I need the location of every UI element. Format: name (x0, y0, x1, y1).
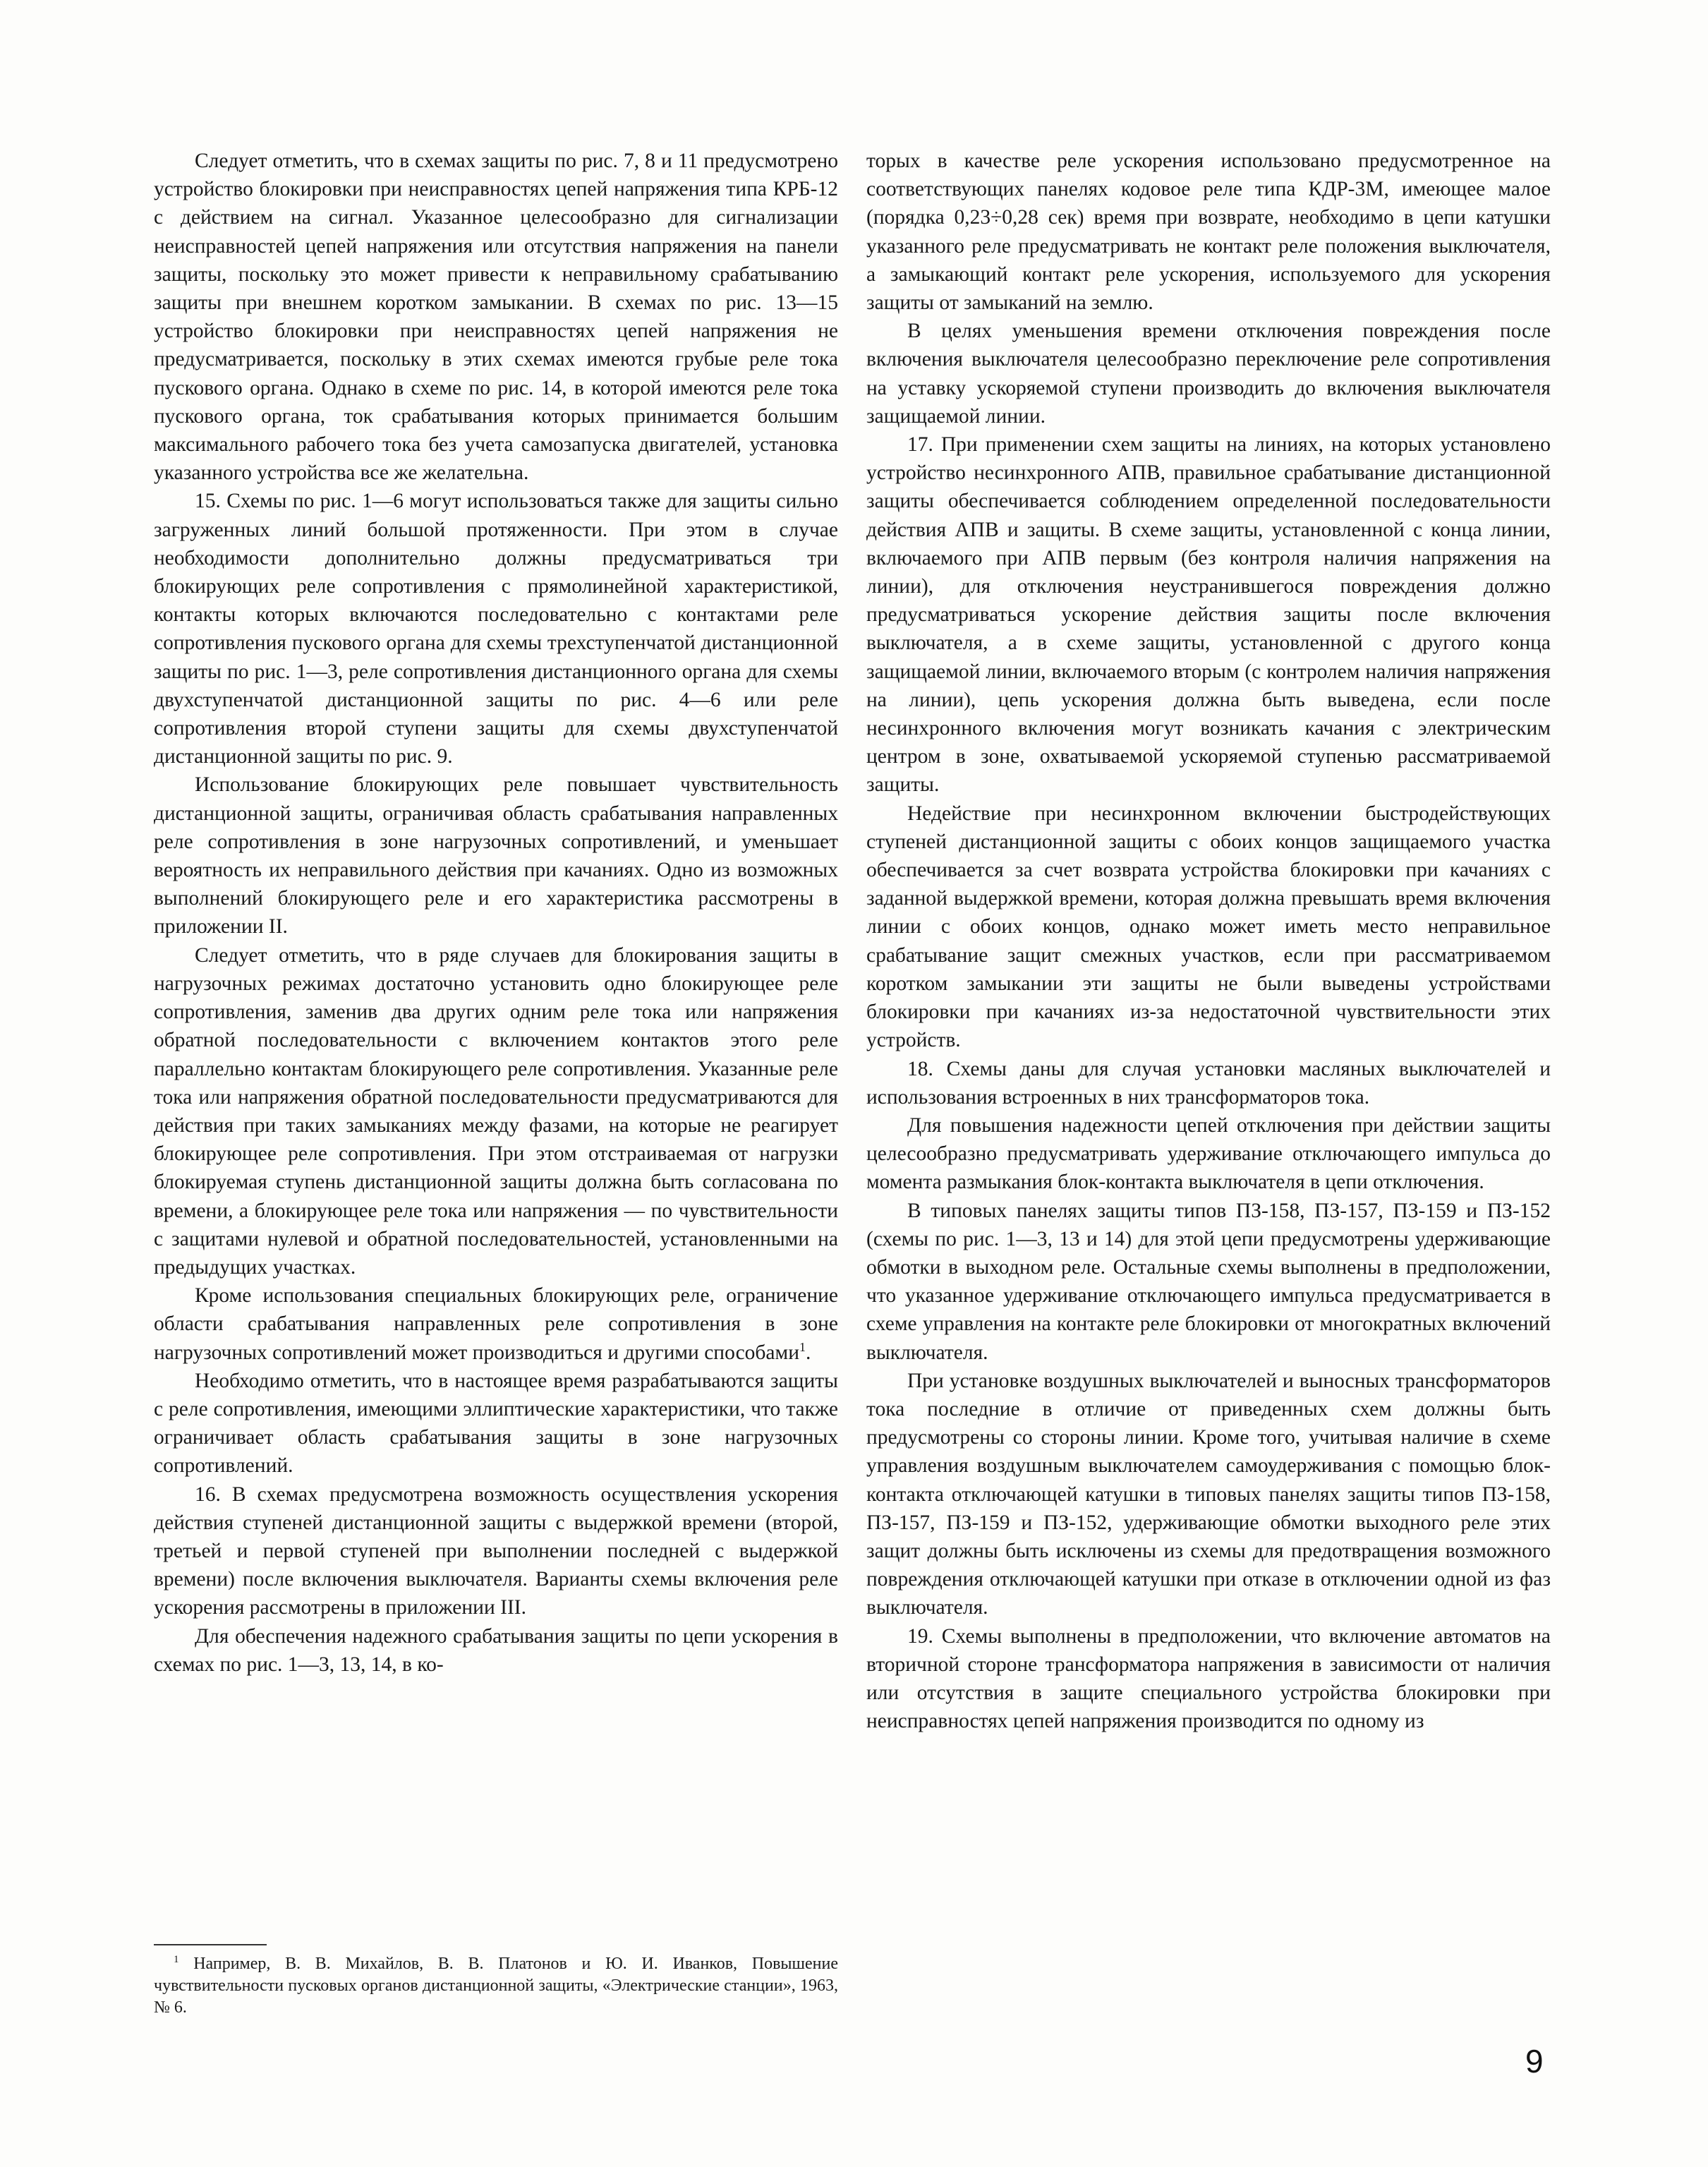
paragraph: 15. Схемы по рис. 1—6 могут использоваться также для защиты сильно загруженных линий большой протяженности. При этом в случае необходимости дополнительно должны предусматриваться три блокирующих реле сопротивления с прямолинейной характеристикой, контакты которых включаются последовательно с контактами реле сопротивления пускового органа для схемы трехступенчатой дистанционной защиты по рис. 1—3, реле сопротивления дистанционного органа для схемы двухступенчатой дистанционной защиты по рис. 4—6 или реле сопротивления второй ступени защиты для схемы двухступенчатой дистанционной защиты по рис. 9. (154, 490, 838, 768)
paragraph: Использование блокирующих реле повышает чувствительность дистанционной защиты, ограничивая область срабатывания направленных реле сопротивления в зоне нагрузочных сопротивлений, и уменьшает вероятность их неправильного действия при качаниях. Одно из возможных выполнений блокирующего реле и его характеристика рассмотрены в приложении II. (154, 773, 838, 938)
footnote-divider (154, 1944, 267, 1945)
paragraph-text: Кроме использования специальных блокирующих реле, ограничение области срабатывания направленных реле сопротивления в зоне нагрузочных сопротивлений может производиться и другими способами (154, 1284, 838, 1364)
paragraph: 19. Схемы выполнены в предположении, что включение автоматов на вторичной стороне трансформатора напряжения в зависимости от наличия или отсутствия в защите специального устройства блокировки при неисправностях цепей напряжения производится по одному из (866, 1624, 1551, 1733)
paragraph: В целях уменьшения времени отключения повреждения после включения выключателя целесообразно переключение реле сопротивления на уставку ускоряемой ступени производить до включения выключателя защищаемой линии. (866, 320, 1551, 428)
page-number: 9 (1525, 2043, 1544, 2080)
paragraph: Следует отметить, что в ряде случаев для блокирования защиты в нагрузочных режимах достаточно установить одно блокирующее реле сопротивления, заменив два других одним реле тока или напряжения обратной последовательности с включением контактов этого реле параллельно контактам блокирующего реле сопротивления. Указанные реле тока или напряжения обратной последовательности предусматриваются для действия при таких замыканиях между фазами, на которые не реагирует блокирующее реле сопротивления. При этом отстраиваемая от нагрузки блокируемая ступень дистанционной защиты должна быть согласована по времени, а блокирующее реле тока или напряжения — по чувствительности с защитами нулевой и обратной последовательностей, установленными на предыдущих участках. (154, 943, 838, 1279)
footnote-text: Например, В. В. Михайлов, В. В. Платонов и Ю. И. Иванков, Повышение чувствительности пусковых органов дистанционной защиты, «Электрические станции», 1963, № 6. (154, 1955, 839, 2017)
footnote-reference: 1 (799, 1339, 806, 1354)
paragraph: Недействие при несинхронном включении быстродействующих ступеней дистанционной защиты с обоих концов защищаемого участка обеспечивается за счет возврата устройства блокировки при качаниях с заданной выдержкой времени, которая должна превышать время включения линии с обоих концов, однако может иметь место неправильное срабатывание защит смежных участков, если при рассматриваемом коротком замыкании эти защиты не были выведены устройствами блокировки при качаниях из-за недостаточной чувствительности этих устройств. (866, 802, 1551, 1052)
paragraph-with-footnote: Кроме использования специальных блокирующих реле, ограничение области срабатывания направленных реле сопротивления в зоне нагрузочных сопротивлений может производиться и другими способами$^1$. (154, 1284, 838, 1364)
paragraph: Необходимо отметить, что в настоящее время разрабатываются защиты с реле сопротивления, имеющими эллиптические характеристики, что также ограничивает область срабатывания защиты в зоне нагрузочных сопротивлений. (154, 1369, 838, 1478)
paragraph: В типовых панелях защиты типов ПЗ-158, ПЗ-157, ПЗ-159 и ПЗ-152 (схемы по рис. 1—3, 13 и 14) для этой цепи предусмотрены удерживающие обмотки в выходном реле. Остальные схемы выполнены в предположении, что указанное удерживание отключающего импульса предусматривается в схеме управления на контакте реле блокировки от многократных включений выключателя. (866, 1199, 1551, 1364)
paragraph-continuation: торых в качестве реле ускорения использовано предусмотренное на соответствующих панелях кодовое реле типа КДР-3М, имеющее малое (порядка 0,23÷0,28 сек) время при возврате, необходимо в цепи катушки указанного реле предусматривать не контакт реле положения выключателя, а замыкающий контакт реле ускорения, используемого для ускорения защиты от замыканий на землю. (866, 150, 1551, 315)
paragraph: 18. Схемы даны для случая установки масляных выключателей и использования встроенных в них трансформаторов тока. (866, 1057, 1551, 1109)
paragraph: Следует отметить, что в схемах защиты по рис. 7, 8 и 11 предусмотрено устройство блокировки при неисправностях цепей напряжения типа КРБ-12 с действием на сигнал. Указанное целесообразно для сигнализации неисправностей цепей напряжения или отсутствия напряжения на панели защиты, поскольку это может привести к неправильному срабатыванию защиты при внешнем коротком замыкании. В схемах по рис. 13—15 устройство блокировки при неисправностях цепей напряжения не предусматривается, поскольку в этих схемах имеются грубые реле тока пускового органа. Однако в схеме по рис. 14, в которой имеются реле тока пускового органа, ток срабатывания которых принимается большим максимального рабочего тока без учета самозапуска двигателей, установка указанного устройства все же желательна. (154, 150, 838, 485)
paragraph: При установке воздушных выключателей и выносных трансформаторов тока последние в отличие от приведенных схем должны быть предусмотрены со стороны линии. Кроме того, учитывая наличие в схеме управления воздушным выключателем самоудерживания с помощью блок-контакта отключающей катушки в типовых панелях защиты типов ПЗ-158, ПЗ-157, ПЗ-159 и ПЗ-152, удерживающие обмотки выходного реле этих защит должны быть исключены из схемы для предотвращения возможного повреждения отключающей катушки при отказе в отключении одной из фаз выключателя. (866, 1369, 1551, 1619)
footnote-marker: 1 (174, 1954, 179, 1965)
paragraph: Для повышения надежности цепей отключения при действии защиты целесообразно предусматривать удерживание отключающего импульса до момента размыкания блок-контакта выключателя в цепи отключения. (866, 1113, 1551, 1194)
footnote (154, 1953, 838, 2019)
paragraph: 17. При применении схем защиты на линиях, на которых установлено устройство несинхронного АПВ, правильное срабатывание дистанционной защиты обеспечивается соблюдением определенной последовательности действия АПВ и защиты. В схеме защиты, установленной с конца линии, включаемого при АПВ первым (без контроля наличия напряжения на линии), для отключения неустранившегося повреждения должно предусматриваться ускорение действия защиты после включения выключателя, а в схеме защиты, установленной с другого конца защищаемой линии, включаемого вторым (с контролем наличия напряжения на линии), цепь ускорения должна быть выведена, если после несинхронного включения могут возникать качания с электрическим центром в зоне, охватываемой ускоряемой ступенью рассматриваемой защиты. (866, 433, 1551, 797)
paragraph: 16. В схемах предусмотрена возможность осуществления ускорения действия ступеней дистанционной защиты с выдержкой времени (второй, третьей и первой ступеней при выполнении последней с выдержкой времени) после включения выключателя. Варианты схемы включения реле ускорения рассмотрены в приложении III. (154, 1483, 838, 1619)
paragraph: Для обеспечения надежного срабатывания защиты по цепи ускорения в схемах по рис. 1—3, 13, 14, в ко- (154, 1624, 838, 1676)
right-text-column (866, 147, 1551, 1735)
left-text-column (154, 147, 838, 1679)
